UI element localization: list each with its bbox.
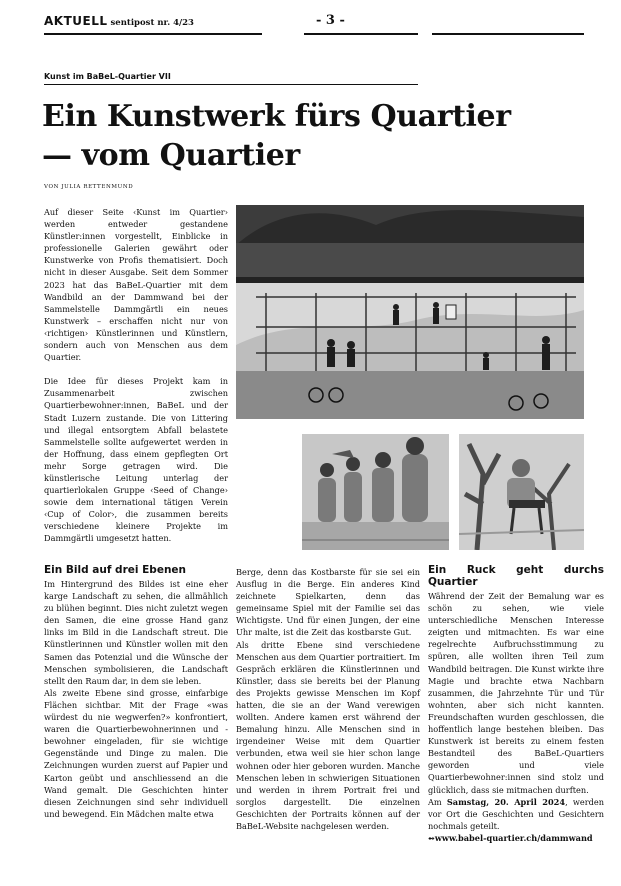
mural-tree-image [459,434,584,550]
page-number: - 3 - [316,13,345,28]
website-link[interactable]: ➻www.babel-quartier.ch/dammwand [428,832,593,843]
header-section [44,14,194,28]
section-1-title: Ein Bild auf drei Ebenen [44,564,187,576]
date-prefix: Am [428,796,447,807]
section-1-column [44,564,228,820]
header-rule-middle [304,33,418,35]
intro-paragraph-2: Die Idee für dieses Projekt kam in Zusammenarbeit zwischen Quartierbewohner:innen, BaBeL und der Stadt Luzern zustande. Die von Littering und illegal entsorgtem Abfall belastete Sammelstelle sollte aufgewertet werden in der Hoffnung, dass einem gepflegten Ort mehr Sorge getragen wird. Die künstlerische Leitung unterlag der quartierlokalen Gruppe ‹Seed of Change› sowie dem international tätigen Verein ‹Cup of Color›, die zusammen bereits verschiedene kleinere Projekte im Dammgärtli umgesetzt hatten. [44,376,228,544]
article-headline [42,97,602,175]
section-2-paragraph-1: Während der Zeit der Bemalung war es schön zu sehen, wie viele unterschiedliche Menschen Interesse zeigten und mitmachten. Es war eine regelrechte Aufbruchsstimmung zu spüren, alle wollten ihren Teil zum Wandbild beitragen. Die Kunst wirkte ihre Magie und brachte etwa Nachbarn zusammen, die Jahrzehnte Tür und Tür wohnten, aber sich nicht kannten. Freundschaften wurden geschlossen, die hoffentlich lange bestehen bleiben. Das Kunstwerk ist bereits zu einem festen Bestandteil des BaBeL-Quartiers geworden und viele Quartierbewohner:innen sind stolz und glücklich, dass sie mitmachen durften. [428,591,604,795]
headline-line-1: Ein Kunstwerk fürs Quartier [42,99,511,134]
header-rule-left [44,33,262,35]
date-suffix: , werden vor Ort die Geschichten und Gesichtern nochmals geteilt. [428,796,604,831]
article-kicker: Kunst im BaBeL-Quartier VII [44,72,418,85]
mural-scaffold-photo [236,205,584,419]
mural-figures-photo [302,434,449,550]
intro-column [44,206,228,545]
mural-figures-image [302,434,449,550]
column-2-paragraph-2: Als dritte Ebene sind verschiedene Menschen aus dem Quartier portraitiert. Im Gespräch erklären die Künstlerinnen und Künstler, dass sie bereits bei der Planung des Projekts gewisse Menschen im Kopf hatten, die sie an der Wand verewigen wollten. Andere kamen erst während der Bemalung hinzu. Alle Menschen sind in irgendeiner Weise mit dem Quartier verbunden, etwa weil sie hier schon lange wohnen oder hier geboren wurden. Manche Menschen leben in schwierigen Situationen und werden in ihrem Portrait frei und sorglos dargestellt. Die einzelnen Geschichten der Portraits können auf der BaBeL-Website nachgelesen werden. [236,639,420,831]
intro-paragraph-1: Auf dieser Seite ‹Kunst im Quartier› werden entweder gestandene Künstler:innen vorgestellt, Einblicke in professionelle Galerien gewährt oder Kunstwerke von Profis thematisiert. Doch nicht in dieser Ausgabe. Seit dem Sommer 2023 hat das BaBeL-Quartier mit dem Wandbild an der Dammwand bei der Sammelstelle Dammgärtli ein neues Kunstwerk – erschaffen nicht nur von ‹richtigen› Künstlerinnen und Künstlern, sondern auch von Menschen aus dem Quartier. [44,207,228,363]
section-2-paragraph-2 [428,796,604,832]
article-byline: VON JULIA RETTENMUND [44,184,134,190]
mural-tree-photo [459,434,584,550]
section-1-continued-column [236,566,420,832]
issue-label: sentipost nr. 4/23 [110,18,194,28]
event-date: Samstag, 20. April 2024 [446,796,566,807]
headline-line-2: — vom Quartier [42,138,300,173]
column-2-paragraph-1: Berge, denn das Kostbarste für sie sei ein Ausflug in die Berge. Ein anderes Kind zeichnete Spielkarten, denn das gemeinsame Spiel mit der Familie sei das Wichtigste. Und für einen Jungen, der eine Uhr malte, ist die Zeit das kostbarste Gut. [236,567,420,638]
section-2-title: Ein Ruck geht durchs Quartier [428,564,604,588]
main-photo [236,205,584,419]
section-1-paragraph-2: Als zweite Ebene sind grosse, einfarbige Flächen sichtbar. Mit der Frage «was würdest du nie wegwerfen?» konfrontiert, waren die Quartierbewohnerinnen und -bewohner eingeladen, für sie wichtige Gegenstände und Dinge zu malen. Die Zeichnungen wurden zuerst auf Papier und Karton geübt und anschliessend an die Wand gemalt. Die Geschichten hinter diesen Zeichnungen sind sehr individuell und bewegend. Ein Mädchen malte etwa [44,687,228,819]
section-2-column [428,564,604,844]
header-rule-right [432,33,584,35]
section-1-paragraph-1: Im Hintergrund des Bildes ist eine eher karge Landschaft zu sehen, die allmählich zu blühen beginnt. Dies nicht zuletzt wegen den Samen, die eine grosse Hand ganz links im Bild in die Landschaft streut. Die Künstlerinnen und Künstler wollen mit den Samen das Potenzial und die Wünsche der Menschen symbolisieren, die Landschaft stellt den Raum dar, in dem sie leben. [44,579,228,686]
section-name: AKTUELL [44,14,108,28]
